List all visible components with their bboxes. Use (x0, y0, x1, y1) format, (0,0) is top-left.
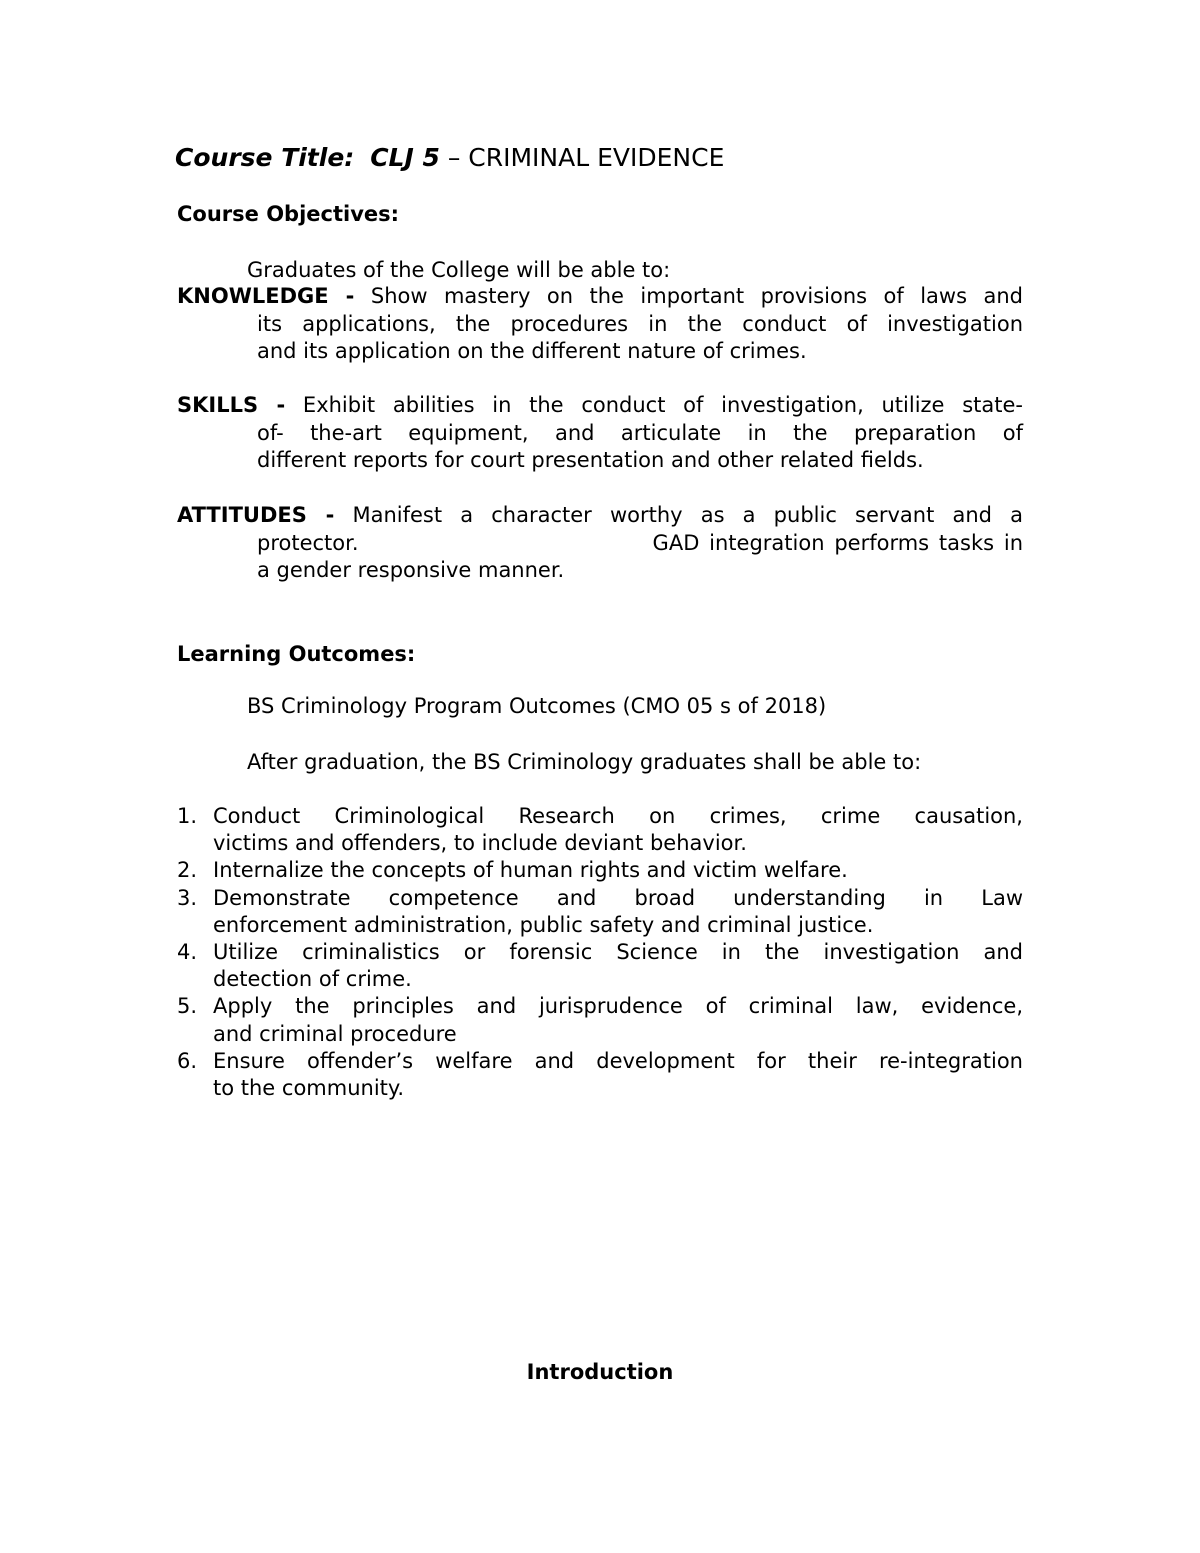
list-item (177, 993, 1023, 1047)
list-number: 4. (177, 940, 198, 965)
after-graduation-line: After graduation, the BS Criminology graduates shall be able to: (247, 750, 922, 774)
list-item (177, 857, 1023, 884)
course-title (175, 140, 724, 176)
objective-skills (177, 392, 1023, 475)
list-item (177, 885, 1023, 939)
objectives-heading: Course Objectives: (177, 202, 400, 226)
objectives-intro: Graduates of the College will be able to: (247, 258, 671, 282)
list-item-line: enforcement administration, public safety and criminal justice. (213, 912, 874, 937)
course-title-label: Course Title: (175, 143, 355, 172)
list-item-line: Ensure offender’s welfare and development for their re-integration (213, 1048, 1023, 1073)
objective-line: SKILLS - Exhibit abilities in the conduct of investigation, utilize state- (177, 393, 1023, 417)
objective-line: protector. GAD integration performs tasks in (257, 530, 1023, 555)
objective-knowledge (177, 283, 1023, 366)
list-item-line: Demonstrate competence and broad understanding in Law (213, 885, 1023, 910)
learning-outcomes-heading: Learning Outcomes: (177, 642, 416, 666)
course-name: – CRIMINAL EVIDENCE (439, 143, 725, 172)
objective-line: ATTITUDES - Manifest a character worthy as a public servant and a (177, 503, 1023, 527)
objective-line: a gender responsive manner. (257, 558, 565, 582)
list-item-line: detection of crime. (213, 967, 412, 992)
objective-keyword: ATTITUDES - (177, 503, 335, 527)
list-number: 5. (177, 994, 198, 1019)
objective-keyword: SKILLS - (177, 393, 286, 417)
list-item-line: and criminal procedure (213, 1021, 457, 1046)
list-item-line: victims and offenders, to include deviant behavior. (213, 831, 747, 856)
outcomes-list (177, 803, 1023, 1102)
list-item-line: Internalize the concepts of human rights and victim welfare. (213, 858, 848, 883)
list-number: 6. (177, 1048, 198, 1073)
objective-line: and its application on the different nature of crimes. (257, 339, 807, 363)
list-item (177, 1048, 1023, 1102)
list-number: 1. (177, 804, 198, 828)
list-number: 3. (177, 885, 198, 910)
list-item (177, 939, 1023, 993)
objective-line: its applications, the procedures in the conduct of investigation (257, 311, 1023, 336)
list-item-line: Conduct Criminological Research on crimes, crime causation, (213, 804, 1023, 828)
objective-attitudes (177, 502, 1023, 585)
objective-line: KNOWLEDGE - Show mastery on the important provisions of laws and (177, 284, 1023, 308)
list-item-line: Utilize criminalistics or forensic Science in the investigation and (213, 940, 1023, 965)
objective-keyword: KNOWLEDGE - (177, 284, 355, 308)
list-item-line: to the community. (213, 1076, 404, 1101)
objective-line: different reports for court presentation and other related fields. (257, 448, 924, 472)
list-item-line: Apply the principles and jurisprudence of criminal law, evidence, (213, 994, 1023, 1019)
list-item (177, 803, 1023, 857)
list-number: 2. (177, 858, 198, 883)
course-code: CLJ 5 (370, 143, 440, 172)
objective-line: of- the-art equipment, and articulate in the preparation of (257, 420, 1023, 445)
program-outcomes-line: BS Criminology Program Outcomes (CMO 05 s of 2018) (247, 694, 827, 718)
introduction-heading: Introduction (526, 1360, 674, 1384)
